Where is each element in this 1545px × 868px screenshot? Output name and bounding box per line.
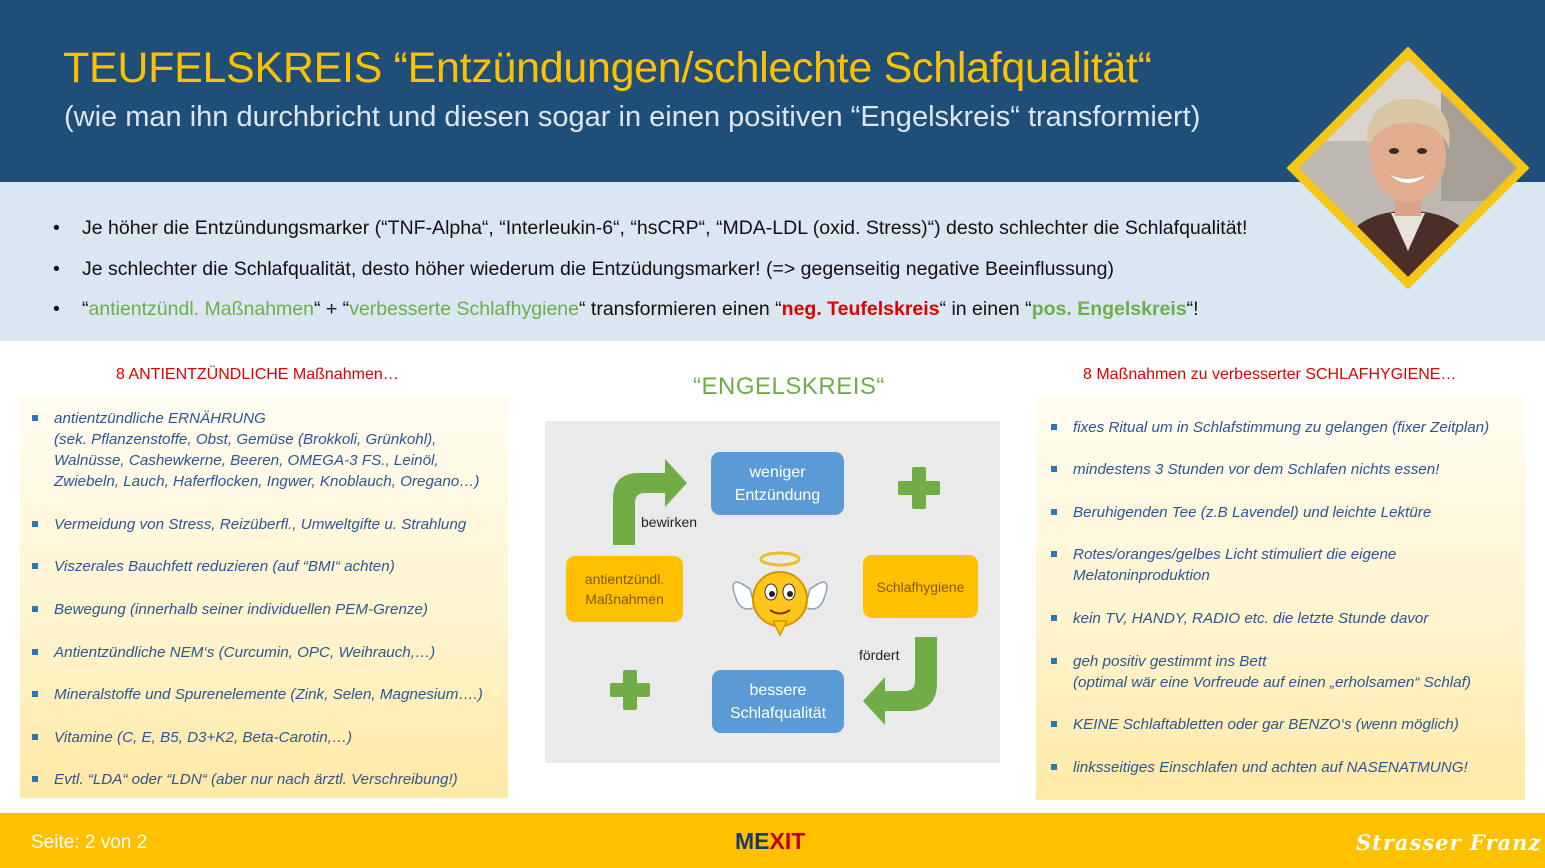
square-bullet-icon <box>1051 764 1057 770</box>
square-bullet-icon <box>32 691 38 697</box>
intro-bullet-3 <box>53 298 1199 321</box>
left-column-heading: 8 ANTIENTZÜNDLICHE Maßnahmen… <box>116 366 399 383</box>
intro-b3-part: “ transformieren einen “ <box>579 298 782 320</box>
intro-b3-engelskreis: pos. Engelskreis <box>1031 298 1187 320</box>
list-item: KEINE Schlaftabletten oder gar BENZO‘s (wenn möglich) <box>1073 714 1459 735</box>
box-weniger-entzuendung: weniger Entzündung <box>711 452 844 515</box>
square-bullet-icon <box>32 606 38 612</box>
list-item: linksseitiges Einschlafen und achten auf NASENATMUNG! <box>1073 757 1468 778</box>
page-number: Seite: 2 von 2 <box>31 832 148 853</box>
list-item-continuation: Zwiebeln, Lauch, Haferflocken, Ingwer, Knoblauch, Oregano…) <box>54 473 480 490</box>
intro-b3-part: “! <box>1186 298 1199 320</box>
intro-b3-schlafhygiene: verbesserte Schlafhygiene <box>349 298 579 320</box>
list-item: Mineralstoffe und Spurenelemente (Zink, Selen, Magnesium….) <box>54 684 483 705</box>
square-bullet-icon <box>1051 509 1057 515</box>
arrow-up-right-icon <box>613 459 687 545</box>
list-item: Antientzündliche NEM‘s (Curcumin, OPC, Weihrauch,…) <box>54 642 435 663</box>
intro-bullet-1-text: Je höher die Entzündungsmarker (“TNF-Alpha“, “Interleukin-6“, “hsCRP“, “MDA-LDL (oxid. Stress)“) desto schlechter die Schlafqualität! <box>82 217 1248 239</box>
engelskreis-diagram <box>545 421 1000 763</box>
intro-bullet-2-text: Je schlechter die Schlafqualität, desto höher wiederum die Entzüdungsmarker! (=> gegenseitig negative Beeinflussung) <box>82 258 1114 280</box>
list-item: Bewegung (innerhalb seiner individuellen PEM-Grenze) <box>54 599 428 620</box>
list-item-continuation: Melatoninproduktion <box>1073 567 1210 584</box>
intro-bullet-2 <box>53 258 1114 281</box>
square-bullet-icon <box>1051 658 1057 664</box>
right-column-heading: 8 Maßnahmen zu verbesserter SCHLAFHYGIENE… <box>1083 366 1457 383</box>
list-item: mindestens 3 Stunden vor dem Schlafen nichts essen! <box>1073 459 1439 480</box>
bullet-dot: • <box>53 258 60 280</box>
list-item-continuation: Walnüsse, Cashewkerne, Beeren, OMEGA-3 FS., Leinöl, <box>54 452 439 469</box>
plus-icon <box>898 467 940 509</box>
list-item: antientzündliche ERNÄHRUNG <box>54 408 266 429</box>
intro-b3-antientzuendl: antientzündl. Maßnahmen <box>88 298 314 320</box>
list-item: fixes Ritual um in Schlafstimmung zu gelangen (fixer Zeitplan) <box>1073 417 1489 438</box>
plus-icon <box>610 670 650 710</box>
list-item-continuation: (optimal wär eine Vorfreude auf einen „erholsamen“ Schlaf) <box>1073 674 1471 691</box>
author-signature: Strasser Franz <box>1356 830 1542 855</box>
square-bullet-icon <box>32 563 38 569</box>
list-item: kein TV, HANDY, RADIO etc. die letzte Stunde davor <box>1073 608 1428 629</box>
square-bullet-icon <box>1051 721 1057 727</box>
page-title: TEUFELSKREIS “Entzündungen/schlechte Schlafqualität“ <box>63 44 1152 92</box>
list-item: Vermeidung von Stress, Reizüberfl., Umweltgifte u. Strahlung <box>54 514 466 535</box>
list-item: Beruhigenden Tee (z.B Lavendel) und leichte Lektüre <box>1073 502 1431 523</box>
intro-b3-part: “ + “ <box>313 298 350 320</box>
center-heading: “ENGELSKREIS“ <box>693 373 885 400</box>
box-antientzuendl-massnahmen: antientzündl. Maßnahmen <box>566 556 683 622</box>
bullet-dot: • <box>53 298 60 320</box>
list-item: geh positiv gestimmt ins Bett <box>1073 651 1266 672</box>
list-item: Rotes/oranges/gelbes Licht stimuliert die eigene <box>1073 544 1396 565</box>
label-foerdert: fördert <box>859 647 900 663</box>
square-bullet-icon <box>1051 615 1057 621</box>
box-schlafhygiene: Schlafhygiene <box>863 555 978 618</box>
intro-b3-part: “ <box>82 298 89 320</box>
square-bullet-icon <box>1051 466 1057 472</box>
square-bullet-icon <box>32 776 38 782</box>
box-bessere-schlafqualitaet: bessere Schlafqualität <box>712 670 844 733</box>
list-item: Evtl. “LDA“ oder “LDN“ (aber nur nach ärztl. Verschreibung!) <box>54 769 458 790</box>
bullet-dot: • <box>53 217 60 239</box>
list-item-continuation: (sek. Pflanzenstoffe, Obst, Gemüse (Brokkoli, Grünkohl), <box>54 431 437 448</box>
list-item: Vitamine (C, E, B5, D3+K2, Beta-Carotin,…) <box>54 727 352 748</box>
square-bullet-icon <box>1051 424 1057 430</box>
square-bullet-icon <box>32 415 38 421</box>
square-bullet-icon <box>32 521 38 527</box>
list-item: Viszerales Bauchfett reduzieren (auf “BMI“ achten) <box>54 556 395 577</box>
brand-logo: MEXIT <box>735 828 806 854</box>
intro-bullet-1 <box>53 217 1247 240</box>
square-bullet-icon <box>32 734 38 740</box>
right-measures-box <box>1036 396 1525 800</box>
intro-b3-part: “ in einen “ <box>939 298 1032 320</box>
intro-b3-teufelskreis: neg. Teufelskreis <box>781 298 940 320</box>
label-bewirken: bewirken <box>641 514 698 530</box>
square-bullet-icon <box>32 649 38 655</box>
page-subtitle: (wie man ihn durchbricht und diesen sogar in einen positiven “Engelskreis“ transformiert) <box>64 101 1201 133</box>
square-bullet-icon <box>1051 551 1057 557</box>
angel-smiley-icon <box>733 553 827 635</box>
